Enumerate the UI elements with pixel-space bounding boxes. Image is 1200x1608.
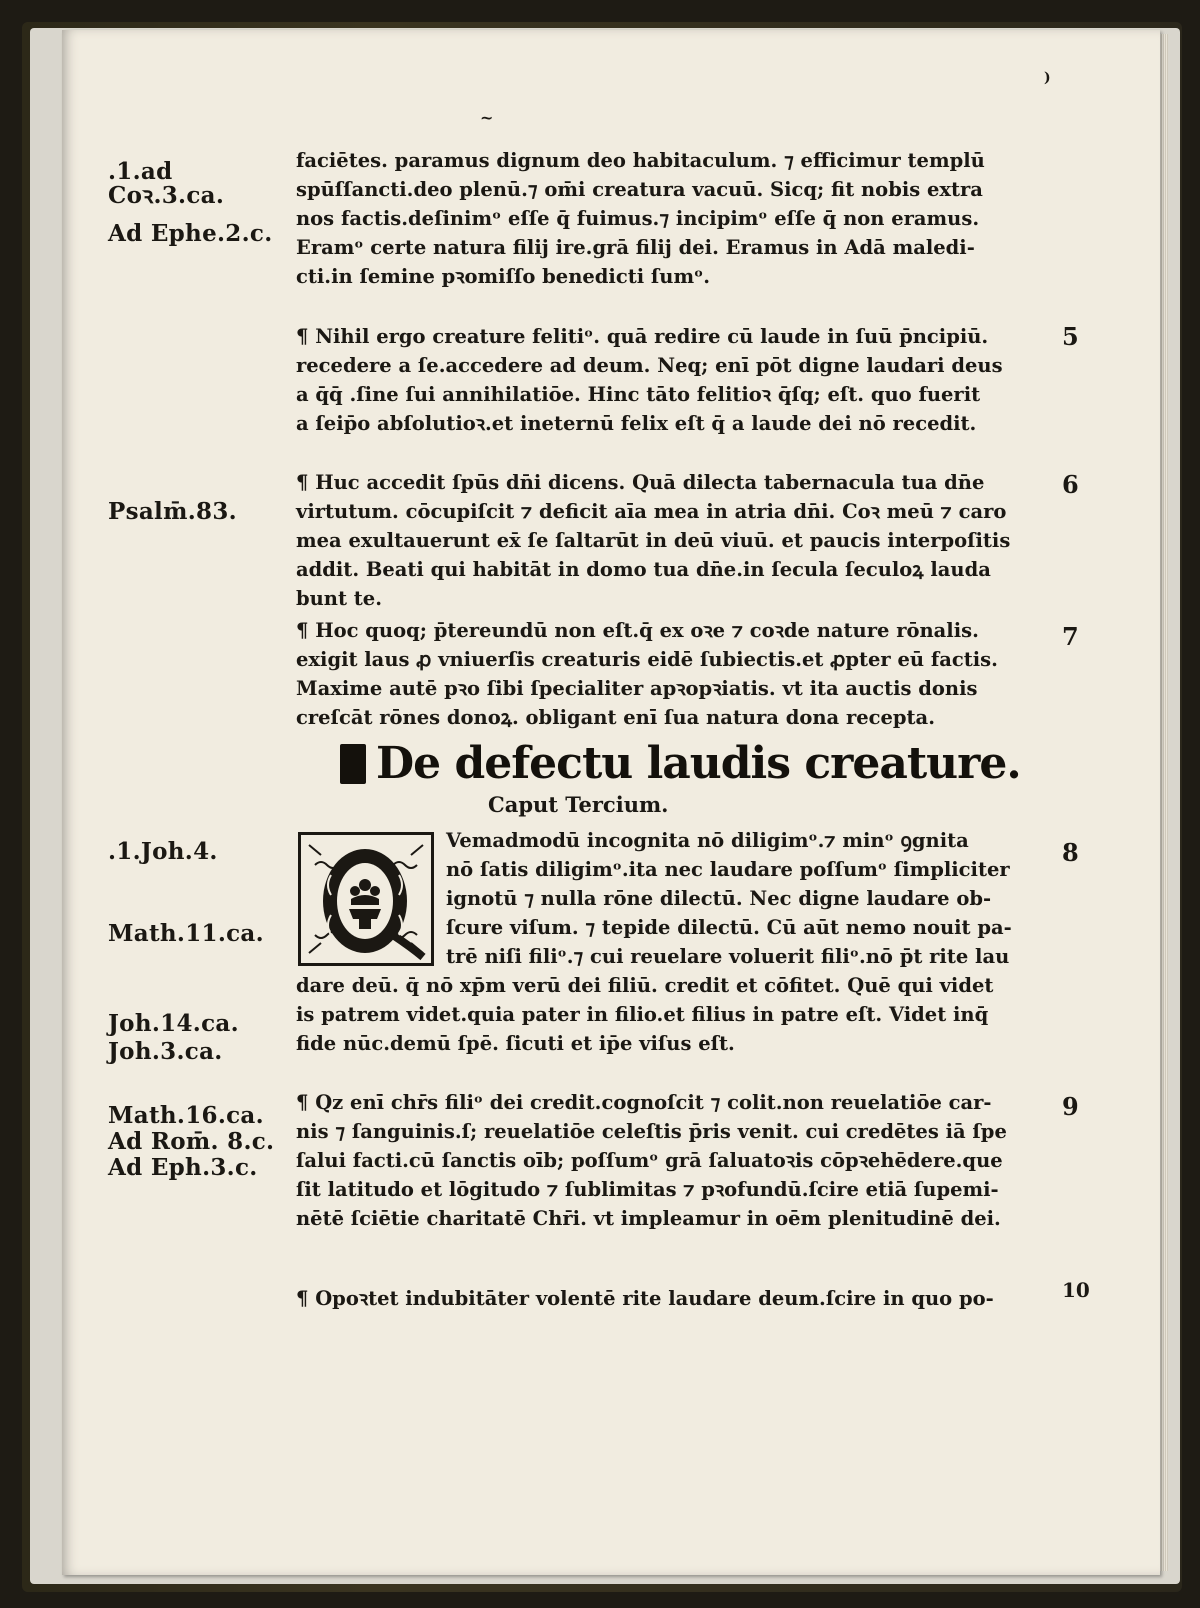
paragraph-intro	[296, 146, 1056, 291]
text-line: nō ſatis diligimᵒ.ita nec laudare poſſumᵒ ſimpliciter	[446, 858, 1010, 881]
chapter-title	[340, 738, 1021, 789]
text-line: virtutum. cōcupiſcit ⁊ deficit aīa mea in atria dn̄i. Coꝛ meū ⁊ caro	[296, 500, 1007, 523]
text-line: ignotū ⁊ nulla rōne dilectū. Nec digne laudare ob-	[446, 887, 992, 910]
text-line: ¶ Huc accedit ſpūs dn̄i dicens. Quā dilecta tabernacula tua dn̄e	[296, 471, 985, 494]
stray-mark: ~	[480, 108, 494, 127]
margin-note-cor: .1.ad Coꝛ.3.ca.	[108, 158, 225, 209]
text-line: creſcāt rōnes donoꝝ. obligant enī ſua natura dona recepta.	[296, 706, 935, 729]
paragraph-5	[296, 322, 1056, 438]
paragraph-number-9: 9	[1062, 1092, 1079, 1121]
decorated-initial-q-icon	[298, 832, 434, 966]
text-line: nētē ſciētie charitatē Chr̄i. vt impleamur in oēm plenitudinē dei.	[296, 1207, 1001, 1230]
text-line: a ſeip̄o abſolutioꝛ.et ineternū felix eſt q̄ a laude dei nō recedit.	[296, 412, 977, 435]
text-line: ¶ Nihil ergo creature felitiᵒ. quā redire cū laude in ſuū p̄ncipiū.	[296, 325, 989, 348]
paragraph-number-7: 7	[1062, 622, 1079, 651]
paragraph-9	[296, 1088, 1056, 1233]
margin-note-ephe: Ad Ephe.2.c.	[108, 220, 273, 247]
text-line: ¶ Opoꝛtet indubitāter volentē rite laudare deum.ſcire in quo po-	[296, 1287, 994, 1310]
paragraph-6	[296, 468, 1056, 613]
text-line: faciētes. paramus dignum deo habitaculum. ⁊ efficimur templū	[296, 149, 985, 172]
paragraph-8-beside-initial	[446, 826, 1046, 971]
text-line: Maxime autē pꝛo ſibi ſpecialiter apꝛopꝛiatis. vt ita auctis donis	[296, 677, 978, 700]
pilcrow-mark-icon	[340, 744, 366, 784]
margin-note-math11: Math.11.ca.	[108, 920, 264, 947]
text-line: is patrem videt.quia pater in filio.et filius in patre eſt. Videt inq̄	[296, 1003, 989, 1026]
text-line: nos factis.deſinimᵒ eſſe q̄ fuimus.⁊ incipimᵒ eſſe q̄ non eramus.	[296, 207, 980, 230]
paragraph-7	[296, 616, 1056, 732]
text-line: mea exultauerunt ex̄ ſe ſaltarūt in deū viuū. et paucis interpoſitis	[296, 529, 1011, 552]
paragraph-10	[296, 1284, 1056, 1313]
text-line: ¶ Qz enī chr̄s filiᵒ dei credit.cognoſcit ⁊ colit.non reuelatiōe car-	[296, 1091, 992, 1114]
text-line: a q̄q̄ .ſine ſui annihilatiōe. Hinc tāto felitioꝛ q̄ſq; eſt. quo fuerit	[296, 383, 981, 406]
paragraph-number-5: 5	[1062, 322, 1079, 351]
text-line: recedere a ſe.accedere ad deum. Neq; enī pōt digne laudari deus	[296, 354, 1003, 377]
text-line: ſalui facti.cū ſanctis oīb; poſſumᵒ grā ſaluatoꝛis cōpꝛehēdere.que	[296, 1149, 1003, 1172]
margin-note-math16: Math.16.ca.	[108, 1102, 264, 1129]
text-line: addit. Beati qui habitāt in domo tua dn̄e.in ſecula ſeculoꝝ lauda	[296, 558, 991, 581]
chapter-subtitle: Caput Tercium.	[488, 792, 669, 817]
text-line: exigit laus ꝓ vniuerſis creaturis eidē ſubiectis.et ꝓpter eū factis.	[296, 648, 998, 671]
paragraph-number-6: 6	[1062, 470, 1079, 499]
text-line: ſcure viſum. ⁊ tepide dilectū. Cū aūt nemo nouit pa-	[446, 916, 1012, 939]
text-line: Vemadmodū incognita nō diligimᵒ.⁊ minᵒ ꝯgnita	[446, 829, 969, 852]
text-line: Eramᵒ certe natura filij ire.grā filij dei. Eramus in Adā maledi-	[296, 236, 975, 259]
margin-note-joh3: Joh.3.ca.	[108, 1038, 223, 1065]
paragraph-8-continued	[296, 971, 1056, 1058]
margin-note-psalm: Psalm̄.83.	[108, 498, 237, 525]
page-edges	[1160, 34, 1168, 1571]
text-line: bunt te.	[296, 587, 382, 610]
text-line: dare deū. q̄ nō xp̄m verū dei filiū. credit et cōfitet. Quē qui videt	[296, 974, 994, 997]
paragraph-number-8: 8	[1062, 838, 1079, 867]
text-line: spūſſancti.deo plenū.⁊ om̄i creatura vacuū. Sicq; fit nobis extra	[296, 178, 983, 201]
text-line: nis ⁊ ſanguinis.ſ; reuelatiōe celeſtis p̄ris venit. cui credētes iā ſpe	[296, 1120, 1007, 1143]
margin-note-joh1: .1.Joh.4.	[108, 838, 218, 865]
margin-note-joh14: Joh.14.ca.	[108, 1010, 239, 1037]
text-line: cti.in ſemine pꝛomiſſo benedicti ſumᵒ.	[296, 265, 711, 288]
stray-mark: )	[1044, 70, 1051, 86]
paragraph-number-10: 10	[1062, 1278, 1090, 1302]
text-line: trē niſi filiᵒ.⁊ cui reuelare voluerit filiᵒ.nō p̄t rite lau	[446, 945, 1010, 968]
margin-note-eph3: Ad Eph.3.c.	[108, 1154, 258, 1181]
margin-note-rom: Ad Rom̄. 8.c.	[108, 1128, 275, 1155]
text-line: ¶ Hoc quoq; p̄tereundū non eſt.q̄ ex oꝛe ⁊ coꝛde nature rōnalis.	[296, 619, 979, 642]
text-line: fide nūc.demū ſpē. ſicuti et ip̄e viſus eſt.	[296, 1032, 735, 1055]
text-line: ſit latitudo et lōgitudo ⁊ ſublimitas ⁊ pꝛofundū.ſcire etiā ſupemi-	[296, 1178, 999, 1201]
chapter-title-text: De defectu laudis creature.	[376, 738, 1021, 789]
